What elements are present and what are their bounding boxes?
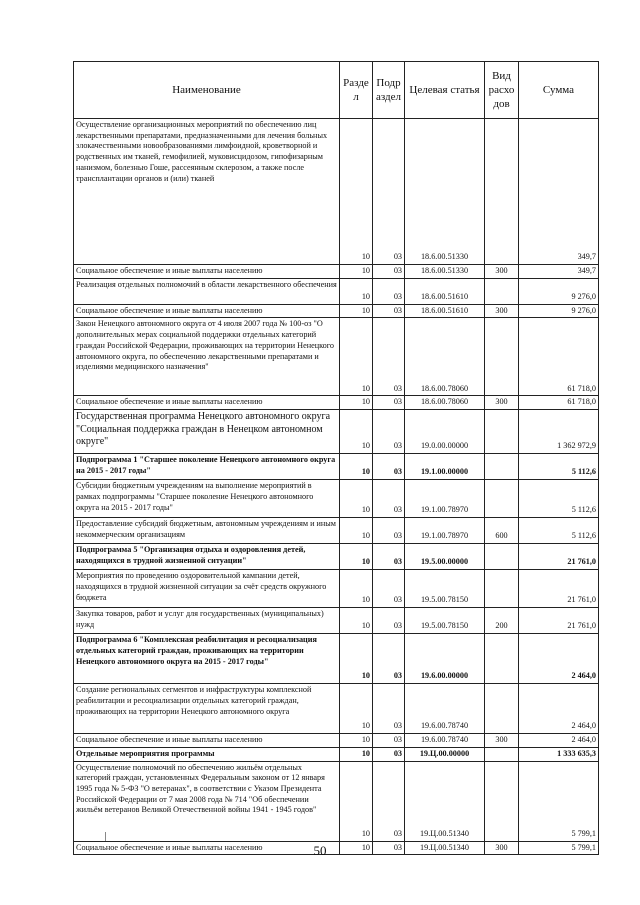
row-subsection: 03: [373, 518, 405, 544]
row-expense: 300: [485, 841, 519, 855]
table-row: [74, 480, 599, 518]
row-expense: 300: [485, 265, 519, 279]
row-sum: 21 761,0: [519, 608, 599, 634]
row-name: Социальное обеспечение и иные выплаты населению: [74, 734, 340, 748]
row-expense: [485, 747, 519, 761]
row-expense: 300: [485, 734, 519, 748]
row-expense: [485, 318, 519, 396]
row-name: Отдельные мероприятия программы: [74, 747, 340, 761]
row-article: 18.6.00.78060: [405, 396, 485, 410]
table-row: [74, 454, 599, 480]
row-name: Реализация отдельных полномочий в области лекарственного обеспечения: [74, 278, 340, 304]
table-row: [74, 608, 599, 634]
row-name: Закупка товаров, работ и услуг для государственных (муниципальных) нужд: [74, 608, 340, 634]
row-sum: 5 112,6: [519, 480, 599, 518]
row-expense: 300: [485, 396, 519, 410]
row-subsection: 03: [373, 396, 405, 410]
row-section: 10: [340, 684, 373, 734]
row-subsection: 03: [373, 544, 405, 570]
row-name: Социальное обеспечение и иные выплаты населению: [74, 841, 340, 855]
row-subsection: 03: [373, 684, 405, 734]
row-article: 18.6.00.78060: [405, 318, 485, 396]
header-name: Наименование: [74, 62, 340, 119]
row-section: 10: [340, 544, 373, 570]
table-row: [74, 761, 599, 841]
row-sum: 5 799,1: [519, 761, 599, 841]
row-article: 19.0.00.00000: [405, 410, 485, 454]
row-sum: 2 464,0: [519, 634, 599, 684]
scan-mark: [105, 832, 106, 841]
row-article: 19.5.00.78150: [405, 608, 485, 634]
table-row: [74, 318, 599, 396]
row-section: 10: [340, 734, 373, 748]
table-row: [74, 278, 599, 304]
row-sum: 5 799,1: [519, 841, 599, 855]
row-expense: 600: [485, 518, 519, 544]
row-subsection: 03: [373, 318, 405, 396]
row-name: Создание региональных сегментов и инфраструктуры комплексной реабилитации и ресоциализации отдельных категорий граждан, проживающих на территории Ненецкого автономного округа: [74, 684, 340, 734]
row-subsection: 03: [373, 761, 405, 841]
row-expense: [485, 570, 519, 608]
row-name: Социальное обеспечение и иные выплаты населению: [74, 304, 340, 318]
row-sum: 61 718,0: [519, 318, 599, 396]
row-subsection: 03: [373, 841, 405, 855]
row-subsection: 03: [373, 634, 405, 684]
row-section: 10: [340, 119, 373, 265]
row-section: 10: [340, 570, 373, 608]
table-row: [74, 119, 599, 265]
row-sum: 1 362 972,9: [519, 410, 599, 454]
row-article: 18.6.00.51610: [405, 304, 485, 318]
row-expense: 300: [485, 304, 519, 318]
row-name: Социальное обеспечение и иные выплаты населению: [74, 396, 340, 410]
row-section: 10: [340, 396, 373, 410]
table-row: [74, 684, 599, 734]
row-expense: [485, 684, 519, 734]
row-expense: [485, 634, 519, 684]
row-subsection: 03: [373, 608, 405, 634]
row-name: Подпрограмма 5 "Организация отдыха и оздоровления детей, находящихся в трудной жизненной ситуации": [74, 544, 340, 570]
row-subsection: 03: [373, 410, 405, 454]
row-subsection: 03: [373, 734, 405, 748]
row-name: Государственная программа Ненецкого автономного округа "Социальная поддержка граждан в Ненецком автономном округе": [74, 410, 340, 454]
row-name: Предоставление субсидий бюджетным, автономным учреждениям и иным некоммерческим организациям: [74, 518, 340, 544]
row-sum: 349,7: [519, 265, 599, 279]
row-article: 19.Ц.00.51340: [405, 841, 485, 855]
row-subsection: 03: [373, 278, 405, 304]
row-article: 18.6.00.51330: [405, 265, 485, 279]
row-sum: 9 276,0: [519, 278, 599, 304]
row-sum: 9 276,0: [519, 304, 599, 318]
header-sum: Сумма: [519, 62, 599, 119]
row-section: 10: [340, 747, 373, 761]
row-article: 19.6.00.00000: [405, 634, 485, 684]
table-row: [74, 265, 599, 279]
row-sum: 1 333 635,3: [519, 747, 599, 761]
row-section: 10: [340, 410, 373, 454]
row-article: 18.6.00.51330: [405, 119, 485, 265]
row-article: 19.5.00.78150: [405, 570, 485, 608]
row-expense: [485, 410, 519, 454]
row-article: 19.6.00.78740: [405, 734, 485, 748]
row-section: 10: [340, 480, 373, 518]
row-expense: [485, 544, 519, 570]
row-name: Мероприятия по проведению оздоровительной кампании детей, находящихся в трудной жизненной ситуации за счёт средств окружного бюджета: [74, 570, 340, 608]
table-row: [74, 634, 599, 684]
row-expense: [485, 480, 519, 518]
row-section: 10: [340, 761, 373, 841]
row-section: 10: [340, 841, 373, 855]
row-section: 10: [340, 265, 373, 279]
row-section: 10: [340, 608, 373, 634]
row-sum: 61 718,0: [519, 396, 599, 410]
header-expense-type: Вид расхо дов: [485, 62, 519, 119]
row-name: Осуществление организационных мероприятий по обеспечению лиц лекарственными препаратами, предназначенными для лечения больных злокачественными новообразованиями лимфоидной, кроветворной и родственных им тканей, гемофилией, муковисцидозом, гипофизарным нанизмом, болезнью Гоше, рассеянным склерозом, а также после трансплантации органов и (или) тканей: [74, 119, 340, 265]
budget-table: [73, 61, 599, 855]
row-name: Закон Ненецкого автономного округа от 4 июля 2007 года № 100-оз "О дополнительных мерах социальной поддержки отдельных категорий граждан Российской Федерации, проживающих на территории Ненецкого автономного округа, по обеспечению лекарственными препаратами и изделиями медицинского назначения": [74, 318, 340, 396]
row-subsection: 03: [373, 119, 405, 265]
row-expense: [485, 278, 519, 304]
row-subsection: 03: [373, 454, 405, 480]
header-target-article: Целевая статья: [405, 62, 485, 119]
row-expense: [485, 454, 519, 480]
row-article: 19.Ц.00.51340: [405, 761, 485, 841]
row-subsection: 03: [373, 480, 405, 518]
row-section: 10: [340, 518, 373, 544]
row-sum: 5 112,6: [519, 518, 599, 544]
row-name: Осуществление полномочий по обеспечению жильём отдельных категорий граждан, установленных Федеральным законом от 12 января 1995 года № 5-ФЗ "О ветеранах", в соответствии с Указом Президента Российской Федерации от 7 мая 2008 года № 714 "Об обеспечении жильём ветеранов Великой Отечественной войны 1941 - 1945 годов": [74, 761, 340, 841]
table-row: [74, 518, 599, 544]
row-article: 19.1.00.00000: [405, 454, 485, 480]
row-section: 10: [340, 634, 373, 684]
row-article: 19.1.00.78970: [405, 480, 485, 518]
row-section: 10: [340, 304, 373, 318]
table-row: [74, 544, 599, 570]
table-row: [74, 570, 599, 608]
row-article: 19.5.00.00000: [405, 544, 485, 570]
table-row: [74, 734, 599, 748]
row-sum: 5 112,6: [519, 454, 599, 480]
row-section: 10: [340, 318, 373, 396]
row-sum: 349,7: [519, 119, 599, 265]
page-number: 50: [313, 843, 327, 858]
row-article: 19.1.00.78970: [405, 518, 485, 544]
row-sum: 21 761,0: [519, 544, 599, 570]
row-subsection: 03: [373, 570, 405, 608]
row-sum: 2 464,0: [519, 684, 599, 734]
row-article: 18.6.00.51610: [405, 278, 485, 304]
row-subsection: 03: [373, 304, 405, 318]
row-name: Подпрограмма 6 "Комплексная реабилитация и ресоциализация отдельных категорий граждан, проживающих на территории Ненецкого автономного округа на 2015 - 2017 годы": [74, 634, 340, 684]
row-name: Подпрограмма 1 "Старшее поколение Ненецкого автономного округа на 2015 - 2017 годы": [74, 454, 340, 480]
row-name: Субсидии бюджетным учреждениям на выполнение мероприятий в рамках подпрограммы "Старшее поколение Ненецкого автономного округа на 2015 - 2017 годы": [74, 480, 340, 518]
header-section: Разде л: [340, 62, 373, 119]
row-subsection: 03: [373, 265, 405, 279]
row-subsection: 03: [373, 747, 405, 761]
table-row: [74, 410, 599, 454]
row-expense: [485, 761, 519, 841]
row-section: 10: [340, 278, 373, 304]
header-subsection: Подр аздел: [373, 62, 405, 119]
table-row: [74, 747, 599, 761]
row-article: 19.6.00.78740: [405, 684, 485, 734]
table-header-row: [74, 62, 599, 119]
table-row: [74, 396, 599, 410]
row-article: 19.Ц.00.00000: [405, 747, 485, 761]
row-sum: 2 464,0: [519, 734, 599, 748]
row-expense: [485, 119, 519, 265]
row-section: 10: [340, 454, 373, 480]
row-sum: 21 761,0: [519, 570, 599, 608]
row-name: Социальное обеспечение и иные выплаты населению: [74, 265, 340, 279]
table-row: [74, 304, 599, 318]
row-expense: 200: [485, 608, 519, 634]
